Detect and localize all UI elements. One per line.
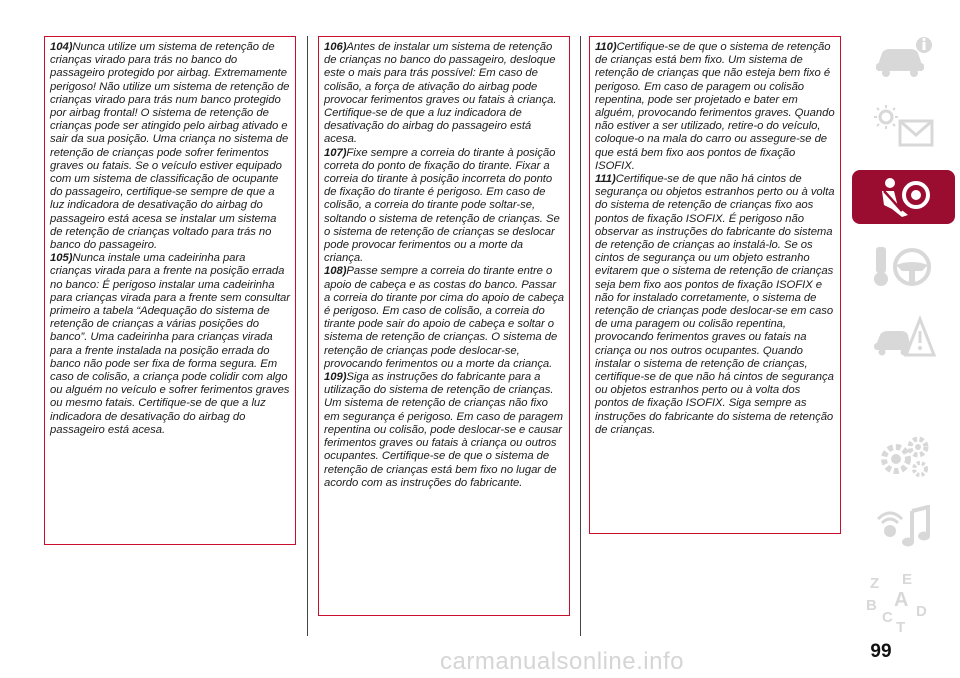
- index-letter: A: [894, 589, 909, 611]
- warning-paragraph: [324, 41, 564, 147]
- warning-box: [318, 36, 570, 616]
- warning-text: Passe sempre a correia do tirante entre o apoio de cabeça e as costas do banco. Passar a correia do tirante por cima do apoio de cabeça é perigoso. Em caso de colisão, a correia do tirante pode sair do apoio de cabeça e soltar o sistema de retenção de crianças. O sistema de retenção de crianças pode deslocar-se, provocando ferimentos ou a morte da criança.: [324, 265, 565, 370]
- car-info-icon: [872, 35, 936, 79]
- page-number: 99: [870, 641, 892, 662]
- warning-number: 104): [50, 41, 73, 53]
- tab-index[interactable]: [852, 570, 955, 636]
- warning-paragraph: [595, 41, 835, 173]
- index-letter: Z: [870, 575, 880, 592]
- warning-number: 105): [50, 252, 73, 265]
- warning-box: [589, 36, 841, 534]
- index-letter: D: [916, 603, 927, 620]
- media-icon: [872, 505, 936, 549]
- warning-paragraph: [595, 173, 835, 437]
- tab-safety[interactable]: [852, 170, 955, 224]
- watermark: carmanualsonline.info: [440, 648, 684, 675]
- warning-text: Nunca utilize um sistema de retenção de crianças virado para trás no banco do passageiro protegido por airbag. Extremamente perigoso! Não utilize um sistema de retenção de crianças virado para trás num banco protegido por airbag frontal! O sistema de retenção de crianças pode ser atingido pelo airbag ativado e sair da sua posição. Uma criança no sistema de retenção de crianças pode sofrer ferimentos graves ou fatais. Se o veículo estiver equipado com um sistema de classificação de ocupante do passageiro, certifique-se sempre de que a luz indicadora de desativação do airbag do passageiro está acesa se instalar um sistema de retenção de crianças voltado para trás no banco do passageiro.: [50, 41, 290, 252]
- warning-number: 107): [324, 146, 347, 159]
- warning-paragraph: [324, 265, 564, 371]
- tab-maintenance[interactable]: [852, 430, 955, 484]
- tab-starting-driving[interactable]: [852, 240, 955, 294]
- warning-text: Fixe sempre a correia do tirante à posição correta do ponto de fixação do tirante. Fixar a correia do tirante à posição incorreta do ponto de fixação do tirante é perigoso. Em caso de colisão, a correia do tirante pode soltar-se, soltando o sistema de retenção de crianças. Se o sistema de retenção de crianças se deslocar pode provocar ferimentos ou a morte da criança.: [324, 146, 560, 265]
- warning-paragraph: [50, 252, 290, 437]
- index-letters-icon: [866, 572, 936, 634]
- dashboard-lights-icon: [872, 105, 936, 149]
- warning-number: 109): [324, 371, 347, 384]
- warning-box: [44, 36, 296, 545]
- warning-triangle-car-icon: [872, 315, 936, 359]
- warning-text: Antes de instalar um sistema de retenção de crianças no banco do passageiro, desloque este o mais para trás possível: Em caso de colisão, a força de ativação do airbag pode provocar ferimentos graves ou fatais à criança. Certifique-se de que a luz indicadora de desativação do airbag do passageiro está acesa.: [324, 41, 557, 146]
- warning-paragraph: [50, 41, 290, 252]
- warning-paragraph: [324, 147, 564, 266]
- tab-emergency[interactable]: [852, 310, 955, 364]
- warning-number: 108): [324, 265, 347, 278]
- column-divider: [307, 36, 308, 636]
- gears-icon: [872, 435, 936, 479]
- warning-text: Certifique-se de que o sistema de retenção de crianças está bem fixo. Um sistema de retenção de crianças que não esteja bem fixo é perigoso. Em caso de paragem ou colisão repentina, pode ser projetado e bater em alguém, provocando ferimentos graves. Quando não estiver a ser utilizado, retire-o do veículo, coloque-o na mala do carro ou assegure-se de que está bem fixo aos pontos de fixação ISOFIX.: [595, 41, 835, 172]
- index-letter: T: [896, 619, 906, 634]
- warning-number: 106): [324, 41, 347, 53]
- warning-text: Nunca instale uma cadeirinha para crianças virada para a frente na posição errada no banco: É perigoso instalar uma cadeirinha para crianças virada para a frente sem consultar primeiro a tabela “Adequação do sistema de retenção de crianças a várias posições do banco”. Uma cadeirinha para crianças virada para a frente instalada na posição errada do banco não pode ser fixa de forma segura. Em caso de colisão, a criança pode colidir com algo ou alguém no veículo e sofrer ferimentos graves ou mesmo fatais. Certifique-se de que a luz indicadora de desativação do airbag do passageiro está acesa.: [50, 252, 290, 436]
- column-divider: [580, 36, 581, 636]
- warning-text: Siga as instruções do fabricante para a utilização do sistema de retenção de crianças. Um sistema de retenção de crianças não fixo em segurança é perigoso. Em caso de paragem repentina ou colisão, pode deslocar-se e causar ferimentos graves ou fatais à criança ou outros ocupantes. Certifique-se de que o sistema de retenção de crianças está bem fixo no lugar de acordo com as instruções do fabricante.: [324, 371, 563, 489]
- warning-number: 110): [595, 41, 617, 53]
- tab-dashboard-lights[interactable]: [852, 100, 955, 154]
- tab-car-info[interactable]: [852, 30, 955, 84]
- warning-number: 111): [595, 173, 616, 186]
- warning-paragraph: [324, 371, 564, 490]
- tab-multimedia[interactable]: [852, 500, 955, 554]
- seatbelt-airbag-icon: [872, 175, 936, 219]
- warning-text: Certifique-se de que não há cintos de segurança ou objetos estranhos perto ou à volta do sistema de retenção de crianças fixo aos pontos de fixação ISOFIX. É perigoso não observar as instruções do fabricante do sistema de retenção de crianças ao instalá-lo. Se os cintos de segurança ou um objeto estranho evitarem que o sistema de retenção de crianças seja bem fixo aos pontos de fixação ISOFIX e não for instalado corretamente, o sistema de retenção de crianças pode deslocar-se em caso de uma paragem ou colisão repentina, provocando ferimentos graves ou fatais na criança ou nos outros ocupantes. Quando instalar o sistema de retenção de crianças, certifique-se de que não há cintos de segurança ou objetos estranhos perto ou à volta dos pontos de fixação ISOFIX. Siga sempre as instruções do fabricante do sistema de retenção de crianças.: [595, 173, 835, 436]
- index-letter: C: [882, 609, 893, 626]
- index-letter: E: [902, 572, 913, 588]
- key-steering-wheel-icon: [872, 245, 936, 289]
- index-letter: B: [866, 597, 877, 614]
